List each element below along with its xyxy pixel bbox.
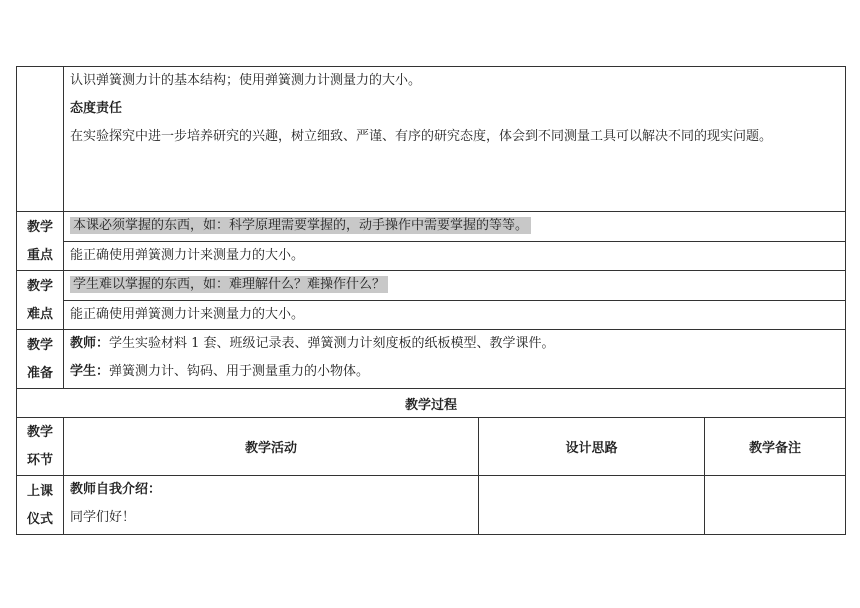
preparation-label-line1: 教学 [26,338,53,353]
skill-objective-text: 认识弹簧测力计的基本结构；使用弹簧测力计测量力的大小。 [70,73,422,88]
activity-cell [64,476,479,535]
process-title: 教学过程 [17,389,846,418]
student-materials: 弹簧测力计、钩码、用于测量重力的小物体。 [109,364,370,379]
key-points-content: 能正确使用弹簧测力计来测量力的大小。 [64,241,846,271]
stage-line2: 仪式 [26,512,53,527]
stage-line1: 上课 [26,484,53,499]
key-points-label-line2: 重点 [26,248,53,263]
preparation-cell [64,330,846,389]
process-title-row [17,389,846,418]
key-points-content-row [17,241,846,271]
design-cell [479,476,705,535]
objectives-label-cell [17,67,64,212]
student-label: 学生： [70,364,110,379]
preparation-label-line2: 准备 [26,366,53,381]
teacher-label: 教师： [70,336,110,351]
stage-cell [17,476,64,535]
stage-header-line1: 教学 [26,425,53,440]
activity-heading: 教师自我介绍： [70,482,162,497]
difficulties-label-line1: 教学 [26,279,53,294]
objectives-cell [64,67,846,212]
activity-column-header: 教学活动 [64,418,479,476]
notes-column-header: 教学备注 [705,418,846,476]
process-row [17,476,846,535]
stage-column-header [17,418,64,476]
teacher-preparation [70,330,839,358]
design-column-header: 设计思路 [479,418,705,476]
difficulties-row [17,271,846,301]
stage-header-line2: 环节 [26,453,53,468]
preparation-row [17,330,846,389]
difficulties-hint: 学生难以掌握的东西，如：难理解什么？难操作什么？ [70,276,388,293]
attitude-objective-text: 在实验探究中进一步培养研究的兴趣，树立细致、严谨、有序的研究态度，体会到不同测量工具可以解决不同的现实问题。 [70,129,773,144]
key-points-label [17,212,64,271]
activity-text: 同学们好！ [70,510,136,525]
key-points-label-line1: 教学 [26,220,53,235]
lesson-plan-table [16,66,846,535]
difficulties-hint-cell [64,271,846,301]
difficulties-label-line2: 难点 [26,307,53,322]
key-points-hint-cell [64,212,846,242]
attitude-heading: 态度责任 [70,101,123,116]
difficulties-label [17,271,64,330]
key-points-row [17,212,846,242]
difficulties-content-row [17,300,846,330]
notes-cell [705,476,846,535]
key-points-hint: 本课必须掌握的东西，如：科学原理需要掌握的，动手操作中需要掌握的等等。 [70,217,531,234]
difficulties-content: 能正确使用弹簧测力计来测量力的大小。 [64,300,846,330]
objectives-row [17,67,846,212]
teacher-materials: 学生实验材料 1 套、班级记录表、弹簧测力计刻度板的纸板模型、教学课件。 [109,336,555,351]
student-preparation [70,358,839,386]
process-header-row [17,418,846,476]
preparation-label [17,330,64,389]
